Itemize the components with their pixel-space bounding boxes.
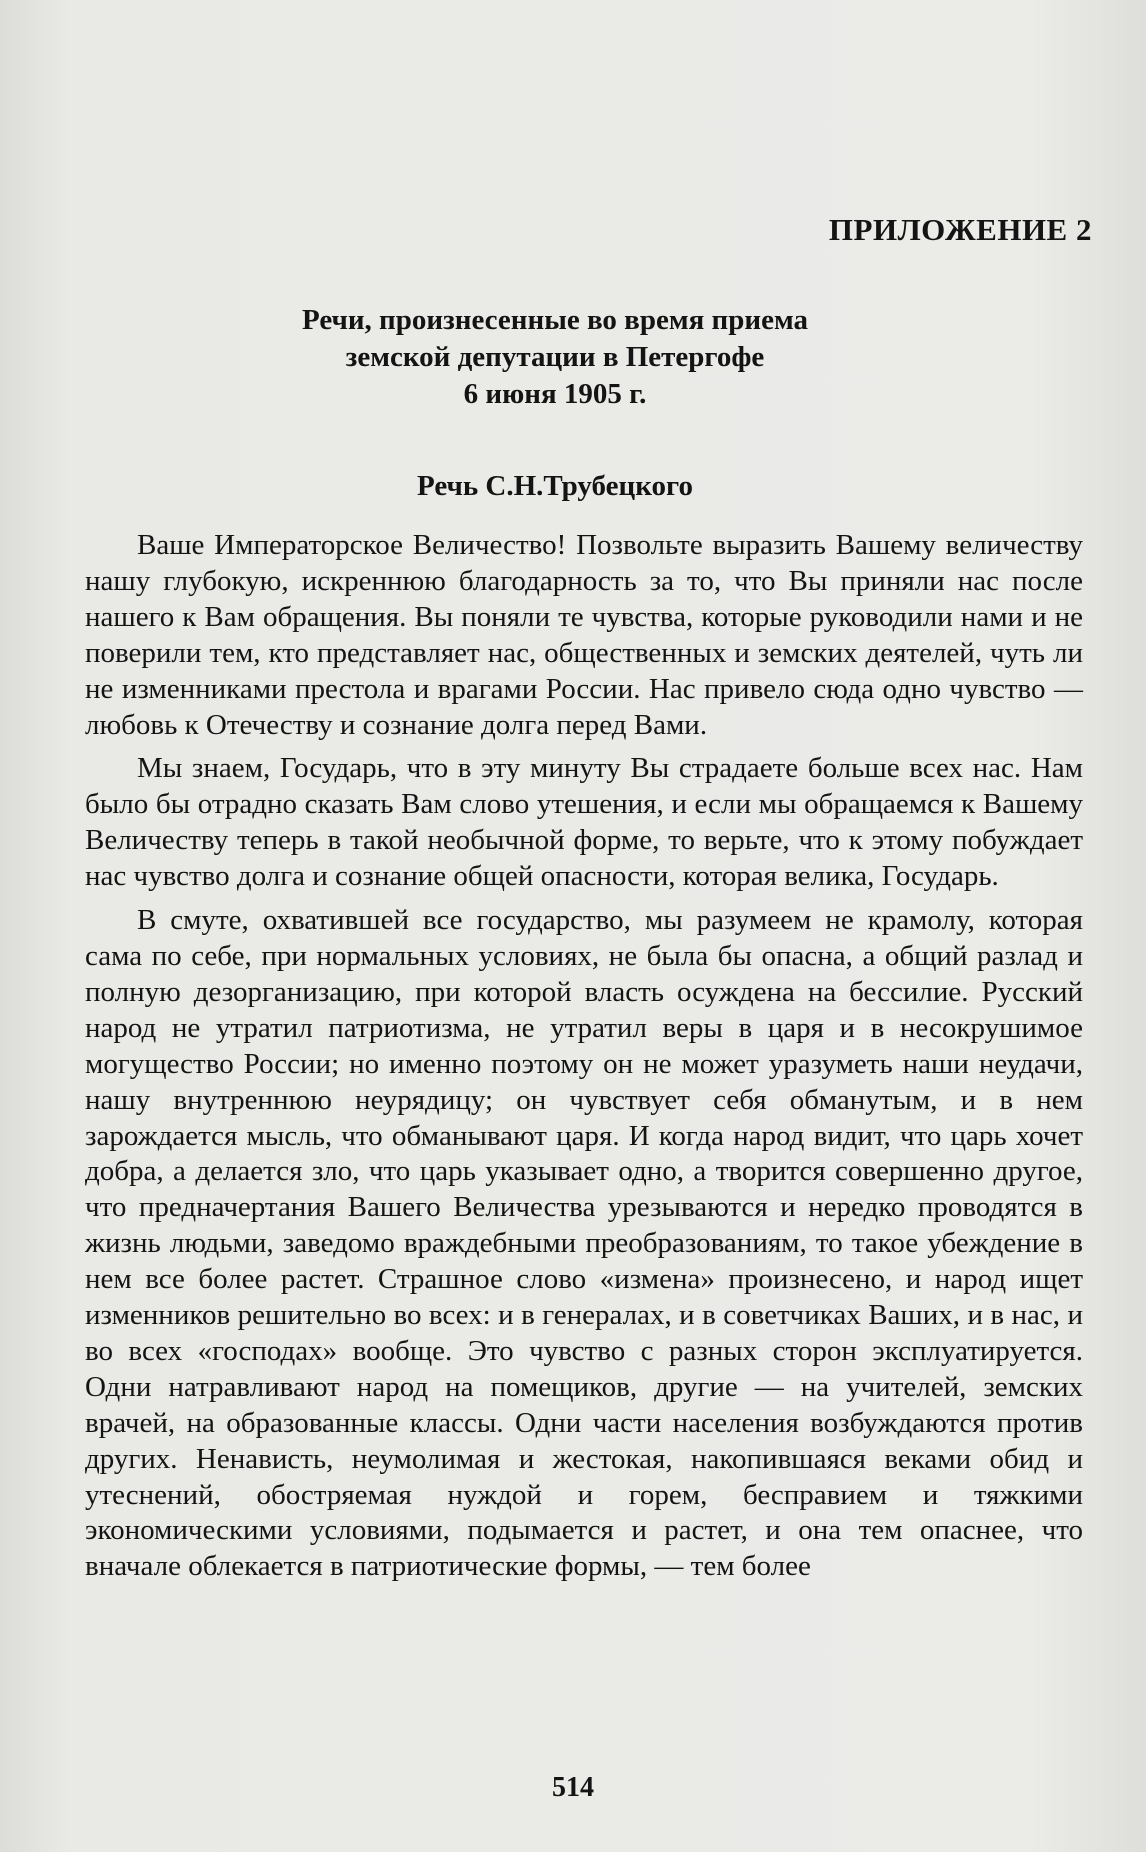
title-line: 6 июня 1905 г. <box>463 378 647 410</box>
title-line: земской депутации в Петергофе <box>345 341 765 373</box>
paragraph: Ваше Императорское Величество! Позвольте выразить Вашему величеству нашу глубокую, искреннюю благодарность за то, что Вы приняли нас после нашего к Вам обращения. Вы поняли те чувства, которые руководили нами и не поверили тем, кто представляет нас, общественных и земских деятелей, чуть ли не изменниками престола и врагами России. Нас привело сюда одно чувство — любовь к Отечеству и сознание долга перед Вами. <box>85 529 1083 741</box>
paragraph: Мы знаем, Государь, что в эту минуту Вы страдаете больше всех нас. Нам было бы отрадно сказать Вам слово утешения, и если мы обращаемся к Вашему Величеству теперь в такой необычной форме, то верьте, что к этому побуждает нас чувство долга и сознание общей опасности, которая велика, Государь. <box>85 752 1083 893</box>
speech-body <box>85 528 1083 1593</box>
page-number: 514 <box>552 1772 594 1803</box>
title-line: Речи, произнесенные во время приема <box>302 304 808 336</box>
appendix-heading: ПРИЛОЖЕНИЕ 2 <box>828 212 1092 247</box>
document-title <box>120 302 990 413</box>
paragraph: В смуте, охватившей все государство, мы разумеем не крамолу, которая сама по себе, при нормальных условиях, не была бы опасна, а общий разлад и полную дезорганизацию, при которой власть осуждена на бессилие. Русский народ не утратил патриотизма, не утратил веры в царя и в несокрушимое могущество России; но именно поэтому он не может уразуметь наши неудачи, нашу внутреннюю неурядицу; он чувствует себя обманутым, и в нем зарождается мысль, что обманывают царя. И когда народ видит, что царь хочет добра, а делается зло, что царь указывает одно, а творится совершенно другое, что предначертания Вашего Величества урезываются и нередко проводятся в жизнь людьми, заведомо враждебными преобразованиям, то такое убеждение в нем все более растет. Страшное слово «измена» произнесено, и народ ищет изменников решительно во всех: и в генералах, и в советчиках Ваших, и в нас, и во всех «господах» вообще. Это чувство с разных сторон эксплуатируется. Одни натравливают народ на помещиков, другие — на учителей, земских врачей, на образованные классы. Одни части населения возбуждаются против других. Ненависть, неумолимая и жестокая, накопившаяся веками обид и утеснений, обостряемая нуждой и горем, бесправием и тяжкими экономическими условиями, подымается и растет, и она тем опаснее, что вначале облекается в патриотические формы, — тем более <box>85 904 1083 1583</box>
speech-heading: Речь С.Н.Трубецкого <box>417 470 693 502</box>
